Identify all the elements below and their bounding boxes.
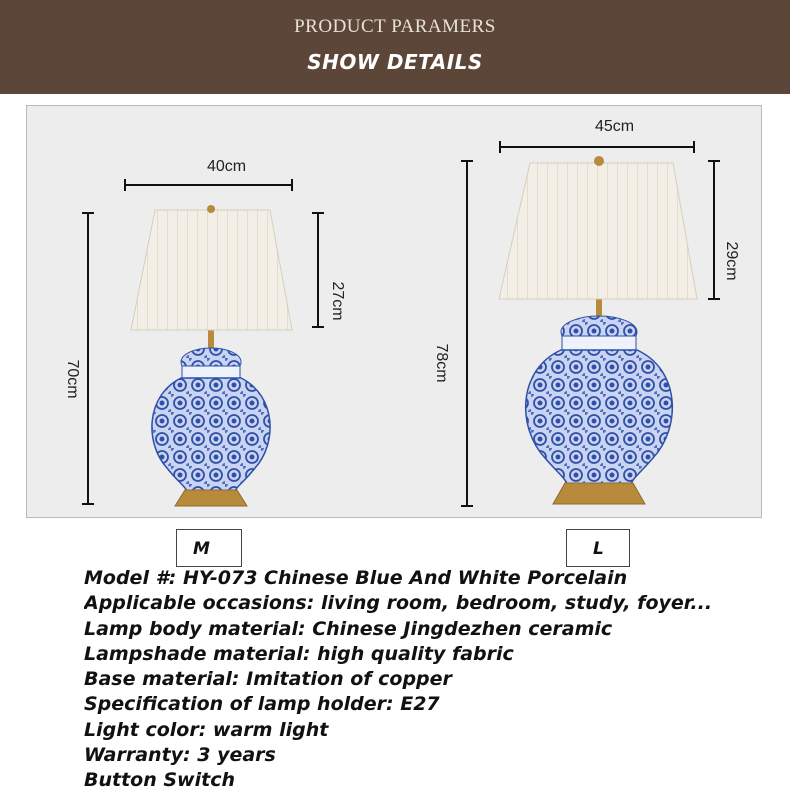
lamp-medium-vase	[152, 378, 270, 491]
lamp-large-vase	[526, 350, 673, 484]
spec-light-color: Light color: warm light	[84, 718, 329, 741]
spec-lamp-holder: Specification of lamp holder: E27	[84, 693, 440, 716]
lamp-large-base	[553, 483, 645, 504]
header-title: PRODUCT PARAMERS	[294, 16, 496, 37]
large-shade-height-label: 29cm	[723, 241, 740, 281]
medium-shade-height-label: 27cm	[329, 281, 346, 321]
spec-warranty: Warranty: 3 years	[84, 744, 276, 767]
size-label-m: M	[176, 529, 242, 567]
spec-model: Model #: HY-073 Chinese Blue And White Porcelain	[84, 567, 628, 589]
lamp-large	[499, 156, 697, 504]
medium-shade-width-label: 40cm	[207, 158, 247, 175]
spec-list	[84, 566, 790, 794]
spec-base-material: Base material: Imitation of copper	[84, 668, 452, 691]
lamp-large-finial	[594, 156, 604, 166]
spec-body-material: Lamp body material: Chinese Jingdezhen ceramic	[84, 617, 613, 640]
large-shade-width-label: 45cm	[595, 118, 635, 135]
lamp-medium-finial	[207, 205, 215, 213]
medium-total-height-label: 70cm	[64, 359, 81, 399]
header-subtitle: SHOW DETAILS	[307, 50, 483, 74]
spec-switch: Button Switch	[84, 769, 235, 792]
product-photo-panel	[26, 105, 762, 518]
lamp-large-shade	[499, 163, 697, 299]
lamp-medium	[131, 205, 292, 506]
lamp-medium-base	[175, 490, 247, 506]
spec-shade-material: Lampshade material: high quality fabric	[84, 642, 514, 665]
large-total-height-label: 78cm	[433, 343, 450, 383]
spec-occasions: Applicable occasions: living room, bedroom, study, foyer...	[84, 592, 713, 615]
header-banner	[0, 0, 790, 94]
size-label-l: L	[566, 529, 630, 567]
lamp-medium-shade	[131, 210, 292, 330]
lamp-illustration	[27, 106, 763, 519]
